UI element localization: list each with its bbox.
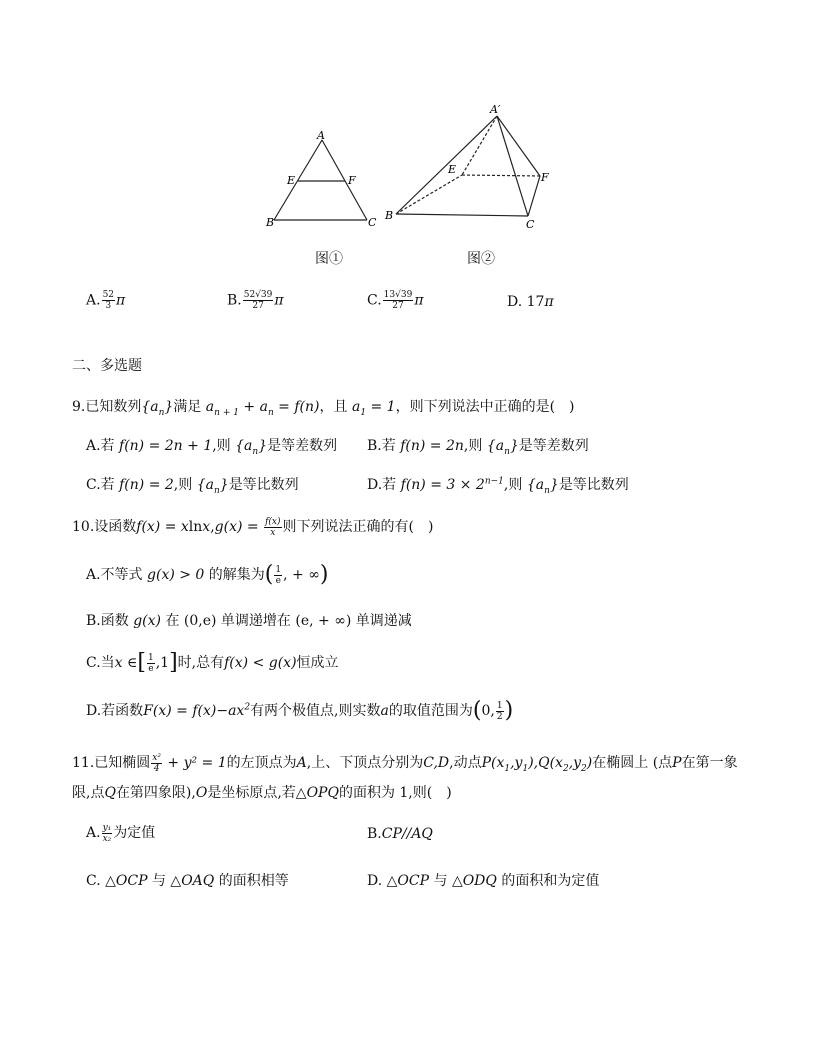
text: C.当 bbox=[86, 655, 115, 671]
numerator: 1 bbox=[496, 700, 503, 711]
text: 单调递减 bbox=[355, 613, 412, 629]
q10-stem bbox=[72, 516, 433, 538]
pi-symbol: π bbox=[274, 292, 284, 309]
text: = 1 bbox=[366, 399, 396, 415]
denominator: 2 bbox=[496, 711, 503, 722]
q8-option-d bbox=[507, 294, 554, 310]
fraction bbox=[102, 290, 115, 311]
text: ,上、下顶点分别为 bbox=[306, 755, 424, 771]
q10-option-a bbox=[86, 564, 328, 586]
q10-option-d bbox=[86, 700, 513, 722]
seq-set bbox=[141, 399, 174, 418]
text: 2 bbox=[244, 702, 251, 713]
math bbox=[481, 755, 593, 774]
math: g(x) = bbox=[214, 519, 264, 535]
text: 的解集为 bbox=[208, 567, 265, 583]
denominator: e bbox=[148, 663, 154, 674]
text: 1 bbox=[522, 763, 529, 774]
text: 的面积为 1,则( ) bbox=[338, 785, 452, 801]
math: x bbox=[202, 519, 211, 535]
bracket-close: ] bbox=[169, 650, 178, 675]
text: } bbox=[258, 438, 268, 454]
pi-symbol: π bbox=[414, 292, 424, 309]
pi-symbol: π bbox=[544, 294, 554, 310]
q8-option-a bbox=[86, 290, 125, 311]
fraction bbox=[496, 701, 504, 722]
text: 在椭圆上 (点 bbox=[592, 755, 673, 771]
text: n + 1 bbox=[214, 407, 239, 418]
math bbox=[143, 703, 250, 719]
text: 则下列说法正确的有( ) bbox=[282, 519, 434, 535]
text: n bbox=[544, 485, 550, 496]
math: + y² = 1 bbox=[162, 755, 227, 771]
seq-set bbox=[486, 438, 519, 457]
q9-option-a bbox=[86, 435, 337, 457]
q11-option-a bbox=[86, 822, 155, 844]
q9-option-d bbox=[367, 474, 629, 496]
q8-option-c bbox=[367, 290, 424, 311]
fig2-label-E: E bbox=[448, 163, 457, 176]
text: n bbox=[158, 407, 165, 418]
text: } bbox=[509, 438, 519, 454]
fraction bbox=[274, 565, 282, 586]
section-title: 二、多选题 bbox=[72, 358, 142, 374]
text: 是等差数列 bbox=[518, 438, 589, 454]
text: A. bbox=[86, 825, 101, 841]
fig1-label-F: F bbox=[348, 174, 356, 187]
text: ,则 bbox=[212, 438, 231, 454]
q10-option-b bbox=[86, 610, 412, 630]
denominator: x₂ bbox=[102, 833, 112, 844]
math: △ODQ bbox=[451, 873, 497, 889]
math: C,D bbox=[423, 755, 450, 771]
edge-EF bbox=[462, 175, 540, 176]
numerator: f(x) bbox=[265, 516, 281, 527]
text: C.若 bbox=[86, 477, 115, 493]
fig1-label-A: A bbox=[317, 129, 325, 142]
math: (e, + ∞) bbox=[295, 613, 352, 629]
text: D.若函数 bbox=[86, 703, 144, 719]
fraction bbox=[102, 823, 113, 844]
math: O bbox=[195, 785, 208, 801]
text: 与 bbox=[433, 873, 448, 889]
text: 有两个极值点,则实数 bbox=[250, 703, 381, 719]
text: n bbox=[213, 485, 220, 496]
edge-CF bbox=[528, 176, 540, 216]
edge-AC bbox=[497, 116, 528, 216]
text: = f(n) bbox=[273, 399, 320, 415]
fraction bbox=[151, 753, 162, 774]
math: f(x) = x bbox=[136, 519, 189, 535]
edge-AC bbox=[322, 140, 367, 220]
numerator: 52√39 bbox=[243, 290, 273, 300]
q11-option-b bbox=[367, 826, 433, 842]
text: {a bbox=[141, 399, 159, 415]
numerator: 1 bbox=[147, 652, 154, 663]
pi-symbol: π bbox=[116, 292, 126, 309]
text: } bbox=[219, 477, 229, 493]
fig2-label-A: A′ bbox=[490, 103, 501, 116]
q11-stem-line2 bbox=[72, 782, 452, 802]
fig2-label-C: C bbox=[526, 218, 535, 231]
numerator: 13√39 bbox=[383, 290, 413, 300]
seq-set bbox=[235, 438, 268, 457]
text: 10.设函数 bbox=[72, 519, 137, 535]
text: ,动点 bbox=[449, 755, 482, 771]
text: 为定值 bbox=[113, 825, 156, 841]
text: 的左顶点为 bbox=[226, 755, 297, 771]
text: A.不等式 bbox=[86, 567, 143, 583]
text: D.若 bbox=[367, 477, 397, 493]
figure1-caption: 图① bbox=[315, 251, 343, 267]
recurrence bbox=[205, 399, 320, 418]
text: 11.已知椭圆 bbox=[72, 755, 151, 771]
paren-close: ) bbox=[319, 562, 329, 587]
paren-close: ) bbox=[504, 698, 514, 723]
figure2-pyramid bbox=[396, 116, 540, 216]
text: ,1 bbox=[155, 655, 170, 671]
fraction bbox=[383, 290, 414, 311]
text: n bbox=[252, 446, 259, 457]
text: n bbox=[267, 407, 274, 418]
math: (0,e) bbox=[183, 613, 217, 629]
math: P bbox=[672, 755, 682, 771]
text: ，且 bbox=[319, 399, 348, 415]
numerator: x² bbox=[152, 752, 161, 763]
q11-option-c bbox=[86, 870, 289, 890]
fig1-label-C: C bbox=[368, 216, 377, 229]
text: ,则 bbox=[173, 477, 193, 493]
math: △OCP bbox=[105, 873, 148, 889]
text: 满足 bbox=[173, 399, 202, 415]
text: ，则下列说法中正确的是( ) bbox=[395, 399, 575, 415]
numerator: 52 bbox=[102, 290, 115, 300]
fraction bbox=[147, 653, 155, 674]
option-label: D. 17 bbox=[507, 294, 545, 310]
text: 是等比数列 bbox=[558, 477, 629, 493]
edge-AB bbox=[274, 140, 322, 220]
figure2-caption: 图② bbox=[467, 251, 495, 267]
q9-stem bbox=[72, 396, 575, 418]
paren-open: ( bbox=[472, 698, 482, 723]
text: ), bbox=[528, 755, 539, 771]
text: a bbox=[351, 399, 361, 415]
text: Q(x bbox=[538, 755, 563, 771]
math: CP//AQ bbox=[381, 826, 433, 842]
math: g(x) bbox=[133, 613, 161, 629]
fraction bbox=[264, 517, 281, 538]
text: 的取值范围为 bbox=[388, 703, 473, 719]
math: f(n) = 2n + 1 bbox=[119, 438, 213, 454]
fraction bbox=[243, 290, 274, 311]
seq-set bbox=[196, 477, 229, 496]
math: f(n) = 2 bbox=[119, 477, 174, 493]
text: n−1 bbox=[484, 476, 504, 487]
math: △OAQ bbox=[170, 873, 215, 889]
text: {a bbox=[235, 438, 253, 454]
text: 9.已知数列 bbox=[72, 399, 142, 415]
numerator: y₁ bbox=[102, 822, 112, 833]
text: , bbox=[210, 519, 215, 535]
math bbox=[401, 477, 504, 493]
text: } bbox=[164, 399, 174, 415]
text: F(x) = f(x)−ax bbox=[143, 703, 245, 719]
denominator: x bbox=[270, 527, 276, 538]
text: 是等比数列 bbox=[228, 477, 299, 493]
geometry-figures bbox=[0, 0, 816, 270]
option-label: C. bbox=[367, 292, 382, 309]
text: 在第四象限), bbox=[115, 785, 196, 801]
text: 的面积和为定值 bbox=[501, 873, 600, 889]
text: ,则 bbox=[503, 477, 523, 493]
math: Q bbox=[104, 785, 116, 801]
text: f(n) = 3 × 2 bbox=[400, 477, 485, 493]
math: △OCP bbox=[386, 873, 430, 889]
numerator: 1 bbox=[275, 564, 282, 575]
text: 2 bbox=[562, 763, 569, 774]
math: △OPQ bbox=[295, 785, 339, 801]
text: B.函数 bbox=[86, 613, 129, 629]
denominator: 4 bbox=[153, 763, 160, 774]
math: x ∈ bbox=[114, 655, 138, 671]
text: {a bbox=[526, 477, 545, 493]
math: f(x) < g(x) bbox=[224, 655, 297, 671]
text: ,y bbox=[510, 755, 523, 771]
text: 在 bbox=[165, 613, 180, 629]
math: f(n) = 2n bbox=[400, 438, 464, 454]
fig2-label-F: F bbox=[541, 171, 549, 184]
edge-BE bbox=[396, 175, 462, 214]
option-label: B. bbox=[227, 292, 242, 309]
text: 与 bbox=[151, 873, 166, 889]
text: 恒成立 bbox=[296, 655, 339, 671]
text: 是等差数列 bbox=[267, 438, 338, 454]
text: P(x bbox=[481, 755, 505, 771]
text: C. bbox=[86, 873, 101, 889]
q11-option-d bbox=[367, 870, 599, 890]
option-label: A. bbox=[86, 292, 101, 309]
text: n bbox=[504, 446, 510, 457]
denominator: 27 bbox=[252, 301, 264, 311]
q9-option-c bbox=[86, 474, 299, 496]
text: 限,点 bbox=[72, 785, 105, 801]
text: + a bbox=[238, 399, 268, 415]
q11-stem-line1 bbox=[72, 752, 738, 774]
math: g(x) > 0 bbox=[147, 567, 205, 583]
denominator: 27 bbox=[392, 301, 404, 311]
denominator: 3 bbox=[105, 301, 112, 311]
text: 单调递增在 bbox=[220, 613, 291, 629]
text: 在第一象 bbox=[681, 755, 738, 771]
text: ,则 bbox=[463, 438, 483, 454]
paren-open: ( bbox=[264, 562, 274, 587]
text: B.若 bbox=[367, 438, 396, 454]
edge-BC bbox=[396, 214, 528, 216]
edge-AF bbox=[497, 116, 540, 176]
fig2-label-B: B bbox=[385, 209, 394, 222]
initial-value bbox=[351, 399, 396, 418]
text: 2 bbox=[581, 763, 587, 774]
text: 是坐标原点,若 bbox=[207, 785, 296, 801]
denominator: e bbox=[275, 575, 281, 586]
q10-option-c bbox=[86, 652, 339, 674]
edge-AB bbox=[396, 116, 497, 214]
fig1-label-E: E bbox=[287, 174, 296, 187]
text: , + ∞ bbox=[283, 567, 320, 583]
math: A bbox=[296, 755, 307, 771]
fig1-label-B: B bbox=[266, 216, 275, 229]
text: A.若 bbox=[86, 438, 115, 454]
text: {a bbox=[486, 438, 505, 454]
text: {a bbox=[196, 477, 214, 493]
text: B. bbox=[367, 826, 382, 842]
text: D. bbox=[367, 873, 383, 889]
text: 0, bbox=[481, 703, 495, 719]
text: a bbox=[205, 399, 215, 415]
math: a bbox=[380, 703, 389, 719]
text: 1 bbox=[360, 407, 367, 418]
text: ) bbox=[586, 755, 593, 771]
text: 1 bbox=[504, 763, 511, 774]
text: ,y bbox=[568, 755, 582, 771]
q8-option-b bbox=[227, 290, 284, 311]
text: ln bbox=[188, 519, 203, 535]
q9-option-b bbox=[367, 435, 589, 457]
seq-set bbox=[526, 477, 559, 496]
bracket-open: [ bbox=[137, 650, 146, 675]
text: 时,总有 bbox=[177, 655, 225, 671]
text: } bbox=[549, 477, 559, 493]
text: 的面积相等 bbox=[218, 873, 289, 889]
